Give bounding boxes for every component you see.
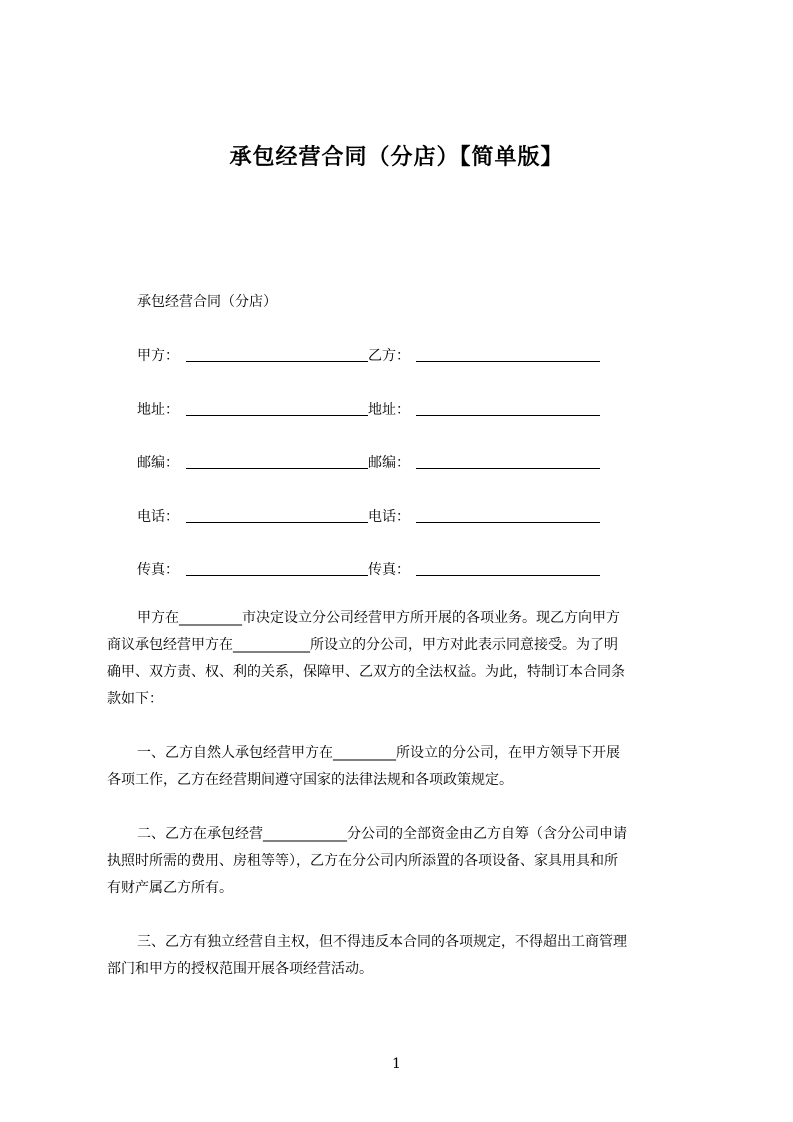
intro-paragraph — [107, 605, 699, 713]
clause-2-line: 有财产属乙方所有。 — [107, 880, 233, 896]
clause-3-line: 三、乙方有独立经营自主权，但不得违反本合同的各项规定，不得超出工商管理 — [137, 934, 627, 950]
party-a-postcode-label: 邮编： — [137, 455, 179, 471]
intro-line: 甲方在_________市决定设立分公司经营甲方所开展的各项业务。现乙方向甲方 — [137, 610, 620, 626]
party-a-phone-blank[interactable] — [186, 522, 368, 523]
clause-1-line: 一、乙方自然人承包经营甲方在_________所设立的分公司，在甲方领导下开展 — [137, 745, 620, 761]
party-b-label: 乙方： — [368, 348, 410, 364]
intro-line: 确甲、双方责、权、利的关系，保障甲、乙双方的全法权益。为此，特制订本合同条 — [107, 664, 625, 680]
document-subtitle: 承包经营合同（分店） — [137, 294, 277, 310]
party-a-blank[interactable] — [186, 361, 368, 362]
clause-2-line: 二、乙方在承包经营____________分公司的全部资金由乙方自筹（含分公司申请 — [137, 826, 627, 842]
party-a-address-blank[interactable] — [186, 415, 368, 416]
party-b-postcode-blank[interactable] — [416, 468, 600, 469]
party-b-phone-label: 电话： — [368, 509, 410, 525]
party-b-fax-blank[interactable] — [416, 575, 600, 576]
clause-2 — [107, 821, 699, 902]
party-a-phone-label: 电话： — [137, 509, 179, 525]
party-a-fax-label: 传真： — [137, 562, 179, 578]
intro-line: 款如下： — [107, 691, 163, 707]
party-b-address-label: 地址： — [368, 402, 410, 418]
party-b-postcode-label: 邮编： — [368, 455, 410, 471]
party-a-label: 甲方： — [137, 348, 179, 364]
party-b-phone-blank[interactable] — [416, 522, 600, 523]
clause-1 — [107, 740, 699, 794]
party-b-address-blank[interactable] — [416, 415, 600, 416]
page-number: 1 — [392, 1056, 401, 1072]
document-title: 承包经营合同（分店）【简单版】 — [229, 145, 564, 170]
intro-line: 商议承包经营甲方在___________所设立的分公司，甲方对此表示同意接受。为了明 — [107, 637, 618, 653]
party-a-postcode-blank[interactable] — [186, 468, 368, 469]
party-b-fax-label: 传真： — [368, 562, 410, 578]
clause-3 — [107, 929, 699, 983]
clause-2-line: 执照时所需的费用、房租等等），乙方在分公司内所添置的各项设备、家具用具和所 — [107, 853, 618, 869]
party-b-blank[interactable] — [416, 361, 600, 362]
clause-3-line: 部门和甲方的授权范围开展各项经营活动。 — [107, 961, 373, 977]
clause-1-line: 各项工作，乙方在经营期间遵守国家的法律法规和各项政策规定。 — [107, 772, 513, 788]
party-a-fax-blank[interactable] — [186, 575, 368, 576]
party-a-address-label: 地址： — [137, 402, 179, 418]
